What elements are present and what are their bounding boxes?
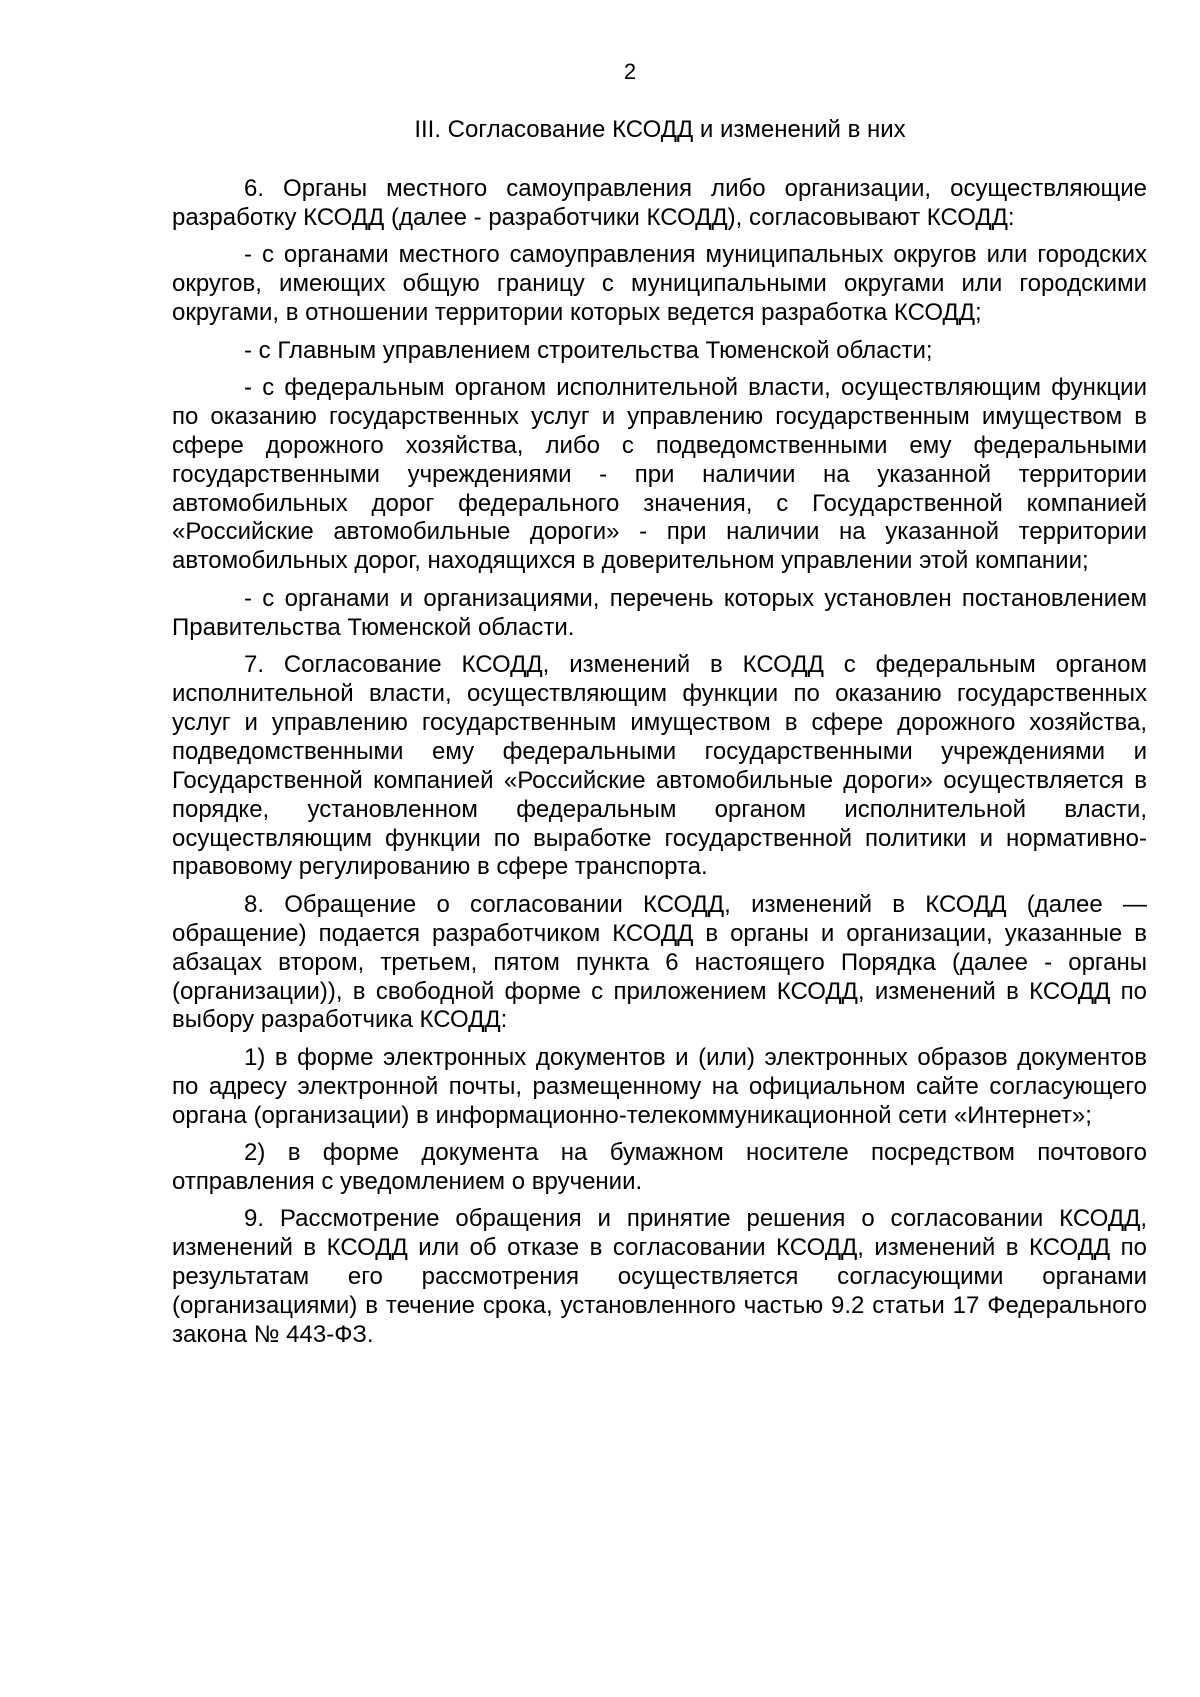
paragraph-federal-body: - с федеральным органом исполнительной власти, осуществляющим функции по оказанию государственных услуг и управлению государственным имуществом в сфере дорожного хозяйства, либо с подведомственными ему федеральными государственными учреждениями - при наличии на указанной территории автомобильных дорог федерального значения, с Государственной компанией «Российские автомобильные дороги» - при наличии на указанной территории автомобильных дорог, находящихся в доверительном управлении этой компании; [172,373,1147,575]
page-number: 2 [623,59,637,84]
paragraph-paper-form: 2) в форме документа на бумажном носителе посредством почтового отправления с уведомлением о вручении. [172,1139,1147,1195]
paragraph-item-7: 7. Согласование КСОДД, изменений в КСОДД с федеральным органом исполнительной власти, осуществляющим функции по оказанию государственных услуг и управлению государственным имуществом в сфере дорожного хозяйства, подведомственными ему федеральными государственными учреждениями и Государственной компанией «Российские автомобильные дороги» осуществляется в порядке, установленном федеральным органом исполнительной власти, осуществляющим функции по выработке государственной политики и нормативно-правовому регулированию в сфере транспорта. [172,651,1147,881]
paragraph-electronic-form: 1) в форме электронных документов и (или) электронных образов документов по адресу электронной почты, размещенному на официальном сайте согласующего органа (организации) в информационно-телекоммуникационной сети «Интернет»; [172,1043,1147,1129]
paragraph-other-organizations: - с органами и организациями, перечень которых установлен постановлением Правительства Тюменской области. [172,584,1147,641]
paragraph-item-9: 9. Рассмотрение обращения и принятие решения о согласовании КСОДД, изменений в КСОДД или об отказе в согласовании КСОДД, изменений в КСОДД по результатам его рассмотрения осуществляется согласующими органами (организациями) в течение срока, установленного частью 9.2 статьи 17 Федерального закона № 443-ФЗ. [172,1205,1147,1349]
document-body [172,175,1147,1358]
paragraph-construction-directorate: - с Главным управлением строительства Тюменской области; [244,336,933,364]
paragraph-item-6: 6. Органы местного самоуправления либо организации, осуществляющие разработку КСОДД (далее - разработчики КСОДД), согласовывают КСОДД: [172,175,1147,231]
section-title: III. Согласование КСОДД и изменений в них [414,116,906,143]
paragraph-municipal-bodies: - с органами местного самоуправления муниципальных округов или городских округов, имеющих общую границу с муниципальными округами или городскими округами, в отношении территории которых ведется разработка КСОДД; [172,241,1147,327]
paragraph-item-8: 8. Обращение о согласовании КСОДД, изменений в КСОДД (далее — обращение) подается разработчиком КСОДД в органы и организации, указанные в абзацах втором, третьем, пятом пункта 6 настоящего Порядка (далее - органы (организации)), в свободной форме с приложением КСОДД, изменений в КСОДД по выбору разработчика КСОДД: [172,890,1147,1034]
